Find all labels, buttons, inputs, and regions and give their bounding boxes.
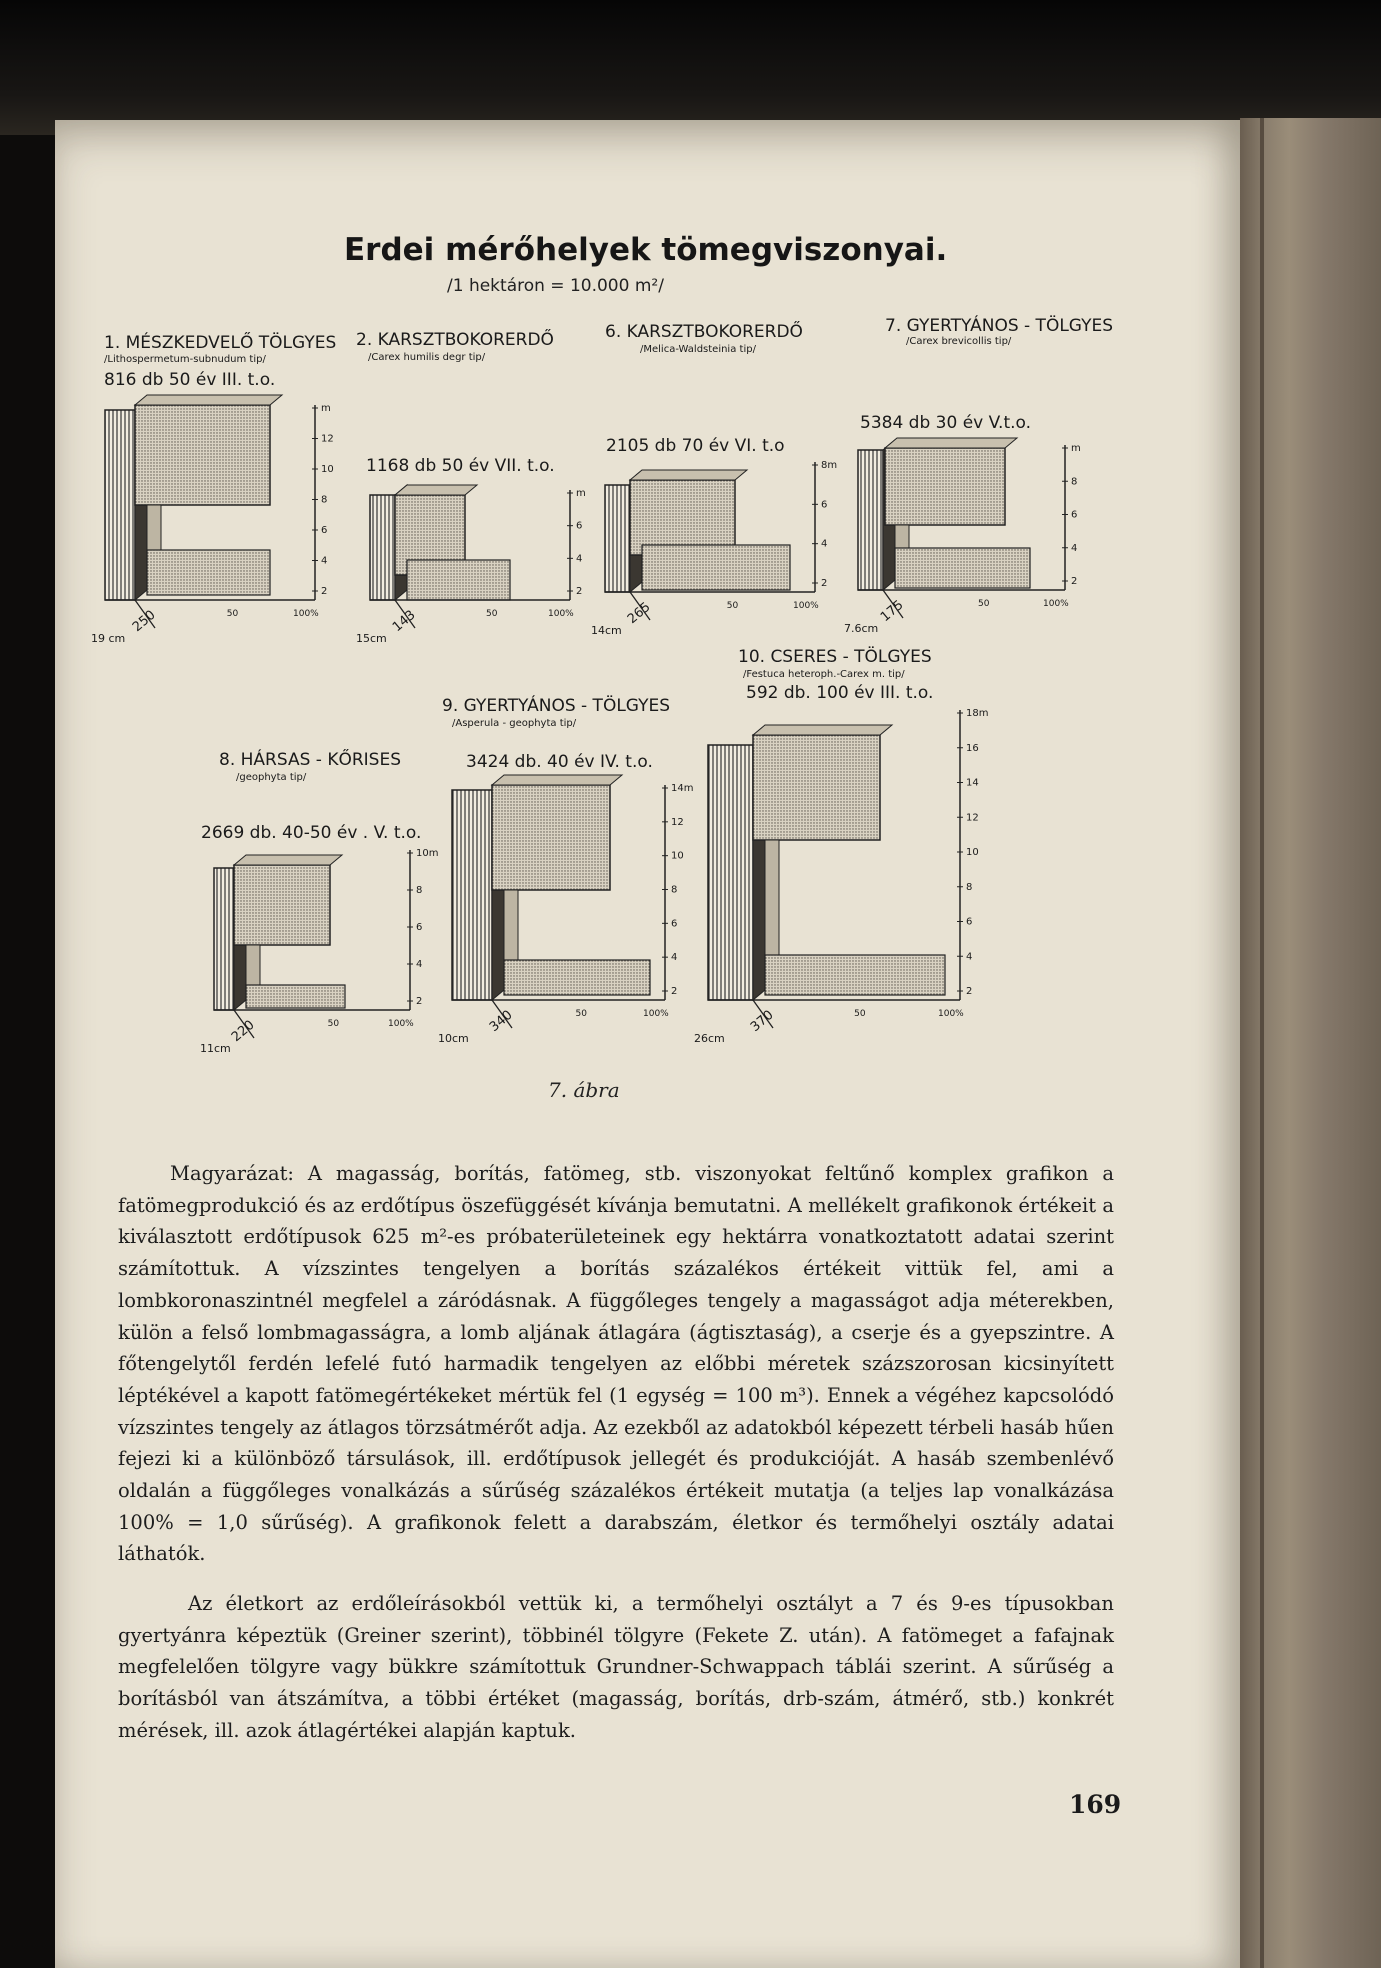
chart-5-x-tick: 50 xyxy=(327,1019,340,1029)
paragraph-method: Az életkort az erdőleírásokból vettük ki, a termőhelyi osztályt a 7 és 9-es típusokban gyertyánra képeztük (Greiner szerint), többinél tölgyre (Fekete Z. után). A fatömeget a fafajnak megfelelően tölgyre vagy bükkre számítottuk Grundner-Schwappach táblái szerint. A sűrűség a borításból van átszámítva, a többi értéket (magasság, borítás, drb-szám, átmérő, stb.) konkrét mérések, ill. azok átlagértékei alapján kaptuk. xyxy=(118,1592,1114,1742)
chart-1-y-tick: 6 xyxy=(321,525,328,536)
chart-7-y-tick: 4 xyxy=(966,951,973,963)
chart-3-y-tick: 2 xyxy=(821,578,828,589)
chart-1-type: /Lithospermetum-subnudum tip/ xyxy=(104,354,266,365)
chart-3-y-tick: 8m xyxy=(821,460,838,471)
chart-5-shrub-block xyxy=(246,985,345,1008)
chart-7-y-tick: 6 xyxy=(966,916,973,928)
chart-6-y-tick: 8 xyxy=(671,884,678,896)
chart-3-density-panel xyxy=(605,485,630,592)
chart-2-shrub-block xyxy=(407,560,510,600)
chart-1-y-tick: 10 xyxy=(321,464,334,475)
chart-2-name: 2. KARSZTBOKORERDŐ xyxy=(356,330,554,350)
chart-4-diameter-label: 7.6cm xyxy=(844,622,879,635)
chart-5-y-tick: 8 xyxy=(416,885,423,896)
chart-6-y-tick: 12 xyxy=(671,816,684,828)
chart-1-y-tick: 2 xyxy=(321,586,328,597)
chart-7-stem-zone xyxy=(765,840,779,955)
chart-2-stats: 1168 db 50 év VII. t.o. xyxy=(366,456,555,476)
chart-6-y-tick: 10 xyxy=(671,850,684,862)
chart-2-diameter-label: 15cm xyxy=(356,632,387,645)
chart-6-name: 6. KARSZTBOKORERDŐ xyxy=(605,322,803,342)
chart-4-crown-block xyxy=(885,448,1005,525)
figure-subtitle: /1 hektáron = 10.000 m²/ xyxy=(447,276,664,296)
chart-7-y-tick: 10 xyxy=(966,847,979,858)
chart-3-y-tick: 6 xyxy=(821,499,828,511)
chart-3-diameter-label: 14cm xyxy=(591,624,622,637)
chart-8-stats: 2669 db. 40-50 év . V. t.o. xyxy=(201,823,422,843)
chart-5-density-panel xyxy=(214,868,234,1010)
chart-5-y-tick: 2 xyxy=(416,996,423,1007)
chart-3-volume-label: 265 xyxy=(624,599,654,628)
chart-1-shrub-block xyxy=(147,550,270,595)
chart-7-diameter-label: 26cm xyxy=(694,1032,725,1045)
chart-8-name: 8. HÁRSAS - KŐRISES xyxy=(219,750,401,770)
chart-1-stem-zone xyxy=(147,505,161,550)
chart-6-shrub-block xyxy=(504,960,650,995)
chart-4-y-tick: 2 xyxy=(1071,576,1078,587)
chart-9-type: /Asperula - geophyta tip/ xyxy=(452,718,577,729)
chart-10-type: /Festuca heteroph.-Carex m. tip/ xyxy=(743,669,905,680)
chart-3-crown-block xyxy=(630,480,735,555)
figure-title: Erdei mérőhelyek tömegviszonyai. xyxy=(344,232,948,268)
chart-3-shrub-block xyxy=(642,545,790,590)
chart-6-y-tick: 4 xyxy=(671,952,678,964)
chart-1-y-tick: 12 xyxy=(321,433,334,445)
chart-6-y-tick: 14m xyxy=(671,783,694,794)
chart-6-stats: 2105 db 70 év VI. t.o xyxy=(606,436,785,456)
page-number: 169 xyxy=(1069,1790,1122,1819)
chart-6-y-tick: 6 xyxy=(671,918,678,930)
chart-4-y-tick: 6 xyxy=(1071,509,1078,521)
chart-7-shrub-block xyxy=(765,955,945,995)
chart-4-x-tick: 50 xyxy=(978,599,990,609)
chart-7-x-tick: 100% xyxy=(938,1009,964,1019)
chart-3-x-tick: 50 xyxy=(726,601,739,611)
chart-1-volume-label: 250 xyxy=(129,607,159,636)
chart-7-y-tick: 12 xyxy=(966,812,979,824)
chart-6-x-tick: 100% xyxy=(643,1009,669,1019)
chart-2-density-panel xyxy=(370,495,395,600)
chart-7-crown-top xyxy=(753,725,892,735)
chart-7-y-tick: 2 xyxy=(966,986,973,997)
chart-6-density-panel xyxy=(452,790,492,1000)
chart-1-stats: 816 db 50 év III. t.o. xyxy=(104,370,276,390)
chart-1-y-tick: 4 xyxy=(321,555,328,567)
chart-6-crown-block xyxy=(492,785,610,890)
chart-2-volume-label: 143 xyxy=(389,607,419,636)
chart-8-type: /geophyta tip/ xyxy=(236,772,307,783)
chart-5-crown-block xyxy=(234,865,330,945)
chart-6-diameter-label: 10cm xyxy=(438,1032,469,1045)
chart-5-y-tick: 6 xyxy=(416,922,423,933)
chart-2-y-tick: 4 xyxy=(576,553,583,565)
chart-9-stats: 3424 db. 40 év IV. t.o. xyxy=(466,752,653,772)
chart-2-crown-top xyxy=(395,485,477,495)
paragraph-explanation: Magyarázat: A magasság, borítás, fatömeg, stb. viszonyokat feltűnő komplex grafikon a fatömegprodukció és az erdőtípus öszefüggését kívánja bemutatni. A mellékelt grafikonok értékeit a kiválasztott erdőtípusok 625 m²-es próbaterületeinek egy hektárra vonatkoztatott adatai szerint számítottuk. A vízszintes tengelyen a borítás százalékos értékeit vittük fel, ami a lombkoronaszintnél megfelel a záródásnak. A függőleges tengely a magasságot adja méterekben, külön a felső lombmagasságra, a lomb aljának átlagára (ágtisztaság), a cserje és a gyepszintre. A főtengelytől ferdén lefelé futó harmadik tengelyen az előbbi méretek százszorosan kicsinyített léptékével a kapott fatömegértékeket mértük fel (1 egység = 100 m³). Ennek a végéhez kapcsolódó vízszintes tengely az átlagos törzsátmérőt adja. Az ezekből az adatokból képezett térbeli hasáb hűen fejezi ki a különböző társulások, ill. erdőtípusok jellegét és produkcióját. A hasáb szembenlévő oldalán a függőleges vonalkázás a sűrűség százalékos értékeit mutatja (a teljes lap vonalkázása 100% = 1,0 sűrűség). A grafikonok felett a darabszám, életkor és termőhelyi osztály adatai láthatók. xyxy=(118,1162,1114,1566)
chart-7-y-tick: 18m xyxy=(966,708,989,719)
chart-1-y-tick: m xyxy=(321,403,331,414)
chart-3-x-tick: 100% xyxy=(793,601,819,611)
chart-2-type: /Carex humilis degr tip/ xyxy=(368,352,486,363)
chart-7-name: 7. GYERTYÁNOS - TÖLGYES xyxy=(885,316,1114,336)
chart-3-y-tick: 4 xyxy=(821,538,828,550)
chart-6-stem-zone xyxy=(504,890,518,960)
chart-7-y-tick: 8 xyxy=(966,881,973,893)
chart-4-y-tick: 4 xyxy=(1071,542,1078,554)
chart-4-stem-zone xyxy=(895,525,909,548)
chart-1-diameter-label: 19 cm xyxy=(91,632,126,645)
chart-2-y-tick: 2 xyxy=(576,586,583,597)
chart-2-y-tick: 6 xyxy=(576,520,583,532)
chart-5-y-tick: 4 xyxy=(416,959,423,970)
chart-1-density-panel xyxy=(105,410,135,600)
chart-3-crown-top xyxy=(630,470,747,480)
chart-1-crown-block xyxy=(135,405,270,505)
chart-7-type: /Carex brevicollis tip/ xyxy=(906,336,1012,347)
chart-5-x-tick: 100% xyxy=(388,1019,414,1029)
chart-7-y-tick: 16 xyxy=(966,742,979,754)
chart-7-volume-label: 370 xyxy=(747,1007,777,1036)
chart-4-shrub-block xyxy=(895,548,1030,588)
chart-5-diameter-label: 11cm xyxy=(200,1042,231,1055)
chart-1-x-tick: 50 xyxy=(226,609,239,619)
chart-9-name: 9. GYERTYÁNOS - TÖLGYES xyxy=(442,696,671,716)
chart-4-crown-top xyxy=(885,438,1017,448)
chart-1-x-tick: 100% xyxy=(293,609,319,619)
chart-7-density-panel xyxy=(708,745,753,1000)
chart-6-x-tick: 50 xyxy=(575,1009,587,1019)
chart-7-stats: 5384 db 30 év V.t.o. xyxy=(860,413,1032,433)
chart-10-name: 10. CSERES - TÖLGYES xyxy=(738,647,932,667)
chart-4-volume-label: 175 xyxy=(877,597,907,626)
chart-1-name: 1. MÉSZKEDVELŐ TÖLGYES xyxy=(104,333,337,353)
chart-6-crown-top xyxy=(492,775,622,785)
chart-7-crown-block xyxy=(753,735,880,840)
figure-caption: 7. ábra xyxy=(548,1078,620,1102)
chart-7-x-tick: 50 xyxy=(854,1009,866,1019)
chart-5-crown-top xyxy=(234,855,342,865)
chart-5-volume-label: 220 xyxy=(228,1017,258,1046)
chart-6-y-tick: 2 xyxy=(671,986,678,997)
chart-7-y-tick: 14 xyxy=(966,777,979,789)
chart-2-x-tick: 50 xyxy=(486,609,498,619)
chart-5-stem-zone xyxy=(246,945,260,985)
chart-4-x-tick: 100% xyxy=(1043,599,1069,609)
chart-10-stats: 592 db. 100 év III. t.o. xyxy=(746,683,934,703)
chart-1-y-tick: 8 xyxy=(321,494,328,506)
chart-2-x-tick: 100% xyxy=(548,609,574,619)
chart-1-crown-top xyxy=(135,395,282,405)
chart-4-y-tick: 8 xyxy=(1071,476,1078,488)
chart-5-y-tick: 10m xyxy=(416,848,439,859)
chart-6-volume-label: 340 xyxy=(486,1007,516,1036)
chart-4-y-tick: m xyxy=(1071,443,1081,454)
chart-6-type: /Melica-Waldsteinia tip/ xyxy=(640,344,756,355)
chart-2-y-tick: m xyxy=(576,488,586,499)
chart-4-density-panel xyxy=(858,450,883,590)
